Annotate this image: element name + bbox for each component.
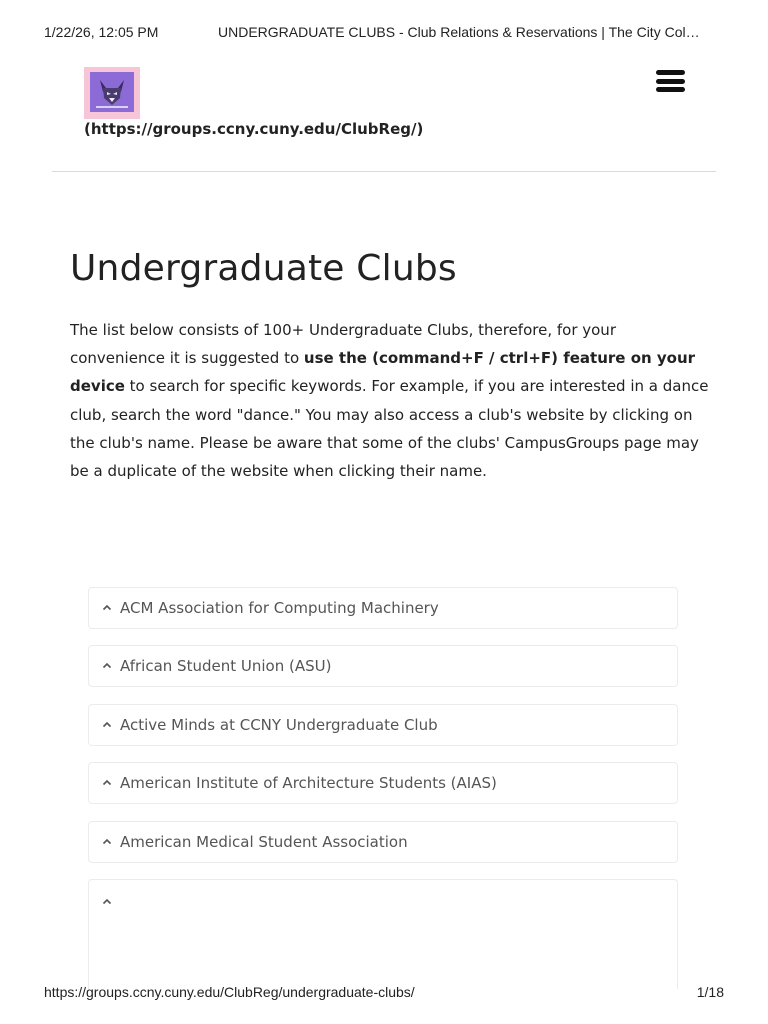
intro-text-start: The list below consists of 100+ Undergraduate Clubs, therefore, for your convenience it is suggested to [70,321,616,368]
chevron-up-icon [102,661,112,671]
intro-text-end: to search for specific keywords. For example, if you are interested in a dance club, search the word "dance." You may also access a club's website by clicking on the club's name. Please be aware that some of the clubs' CampusGroups page may be a duplicate of the website when clicking their name. [70,377,709,481]
chevron-up-icon [102,778,112,788]
hamburger-menu-icon[interactable] [656,70,685,92]
chevron-up-icon [102,837,112,847]
site-home-link[interactable]: (https://groups.ccny.cuny.edu/ClubReg/) [84,120,424,138]
club-name[interactable]: American Institute of Architecture Students (AIAS) [120,774,497,792]
intro-text-bold: use the (command+F / ctrl+F) feature on your device [70,349,696,396]
club-accordion-aias[interactable] [88,762,678,804]
print-footer [44,984,724,1002]
print-document-title: UNDERGRADUATE CLUBS - Club Relations & Reservations | The City Col… [218,24,700,40]
header-divider [52,171,716,172]
intro-paragraph [70,316,710,485]
chevron-up-icon [102,603,112,613]
club-name[interactable]: ACM Association for Computing Machinery [120,599,439,617]
wolf-logo-icon [90,72,134,112]
club-name[interactable]: African Student Union (ASU) [120,657,332,675]
print-page-number: 1/18 [696,984,724,1000]
club-accordion-active-minds[interactable] [88,704,678,746]
club-accordion-asu[interactable] [88,645,678,687]
print-page-url: https://groups.ccny.cuny.edu/ClubReg/undergraduate-clubs/ [44,984,415,1000]
chevron-up-icon [102,897,112,907]
club-name[interactable]: American Medical Student Association [120,833,408,851]
print-header [44,24,724,42]
print-date: 1/22/26, 12:05 PM [44,24,159,40]
club-accordion-next[interactable] [88,879,678,989]
club-name[interactable]: Active Minds at CCNY Undergraduate Club [120,716,438,734]
chevron-up-icon [102,720,112,730]
club-accordion-amsa[interactable] [88,821,678,863]
club-accordion-acm[interactable] [88,587,678,629]
page-title: Undergraduate Clubs [70,248,457,289]
site-logo[interactable] [84,67,140,119]
